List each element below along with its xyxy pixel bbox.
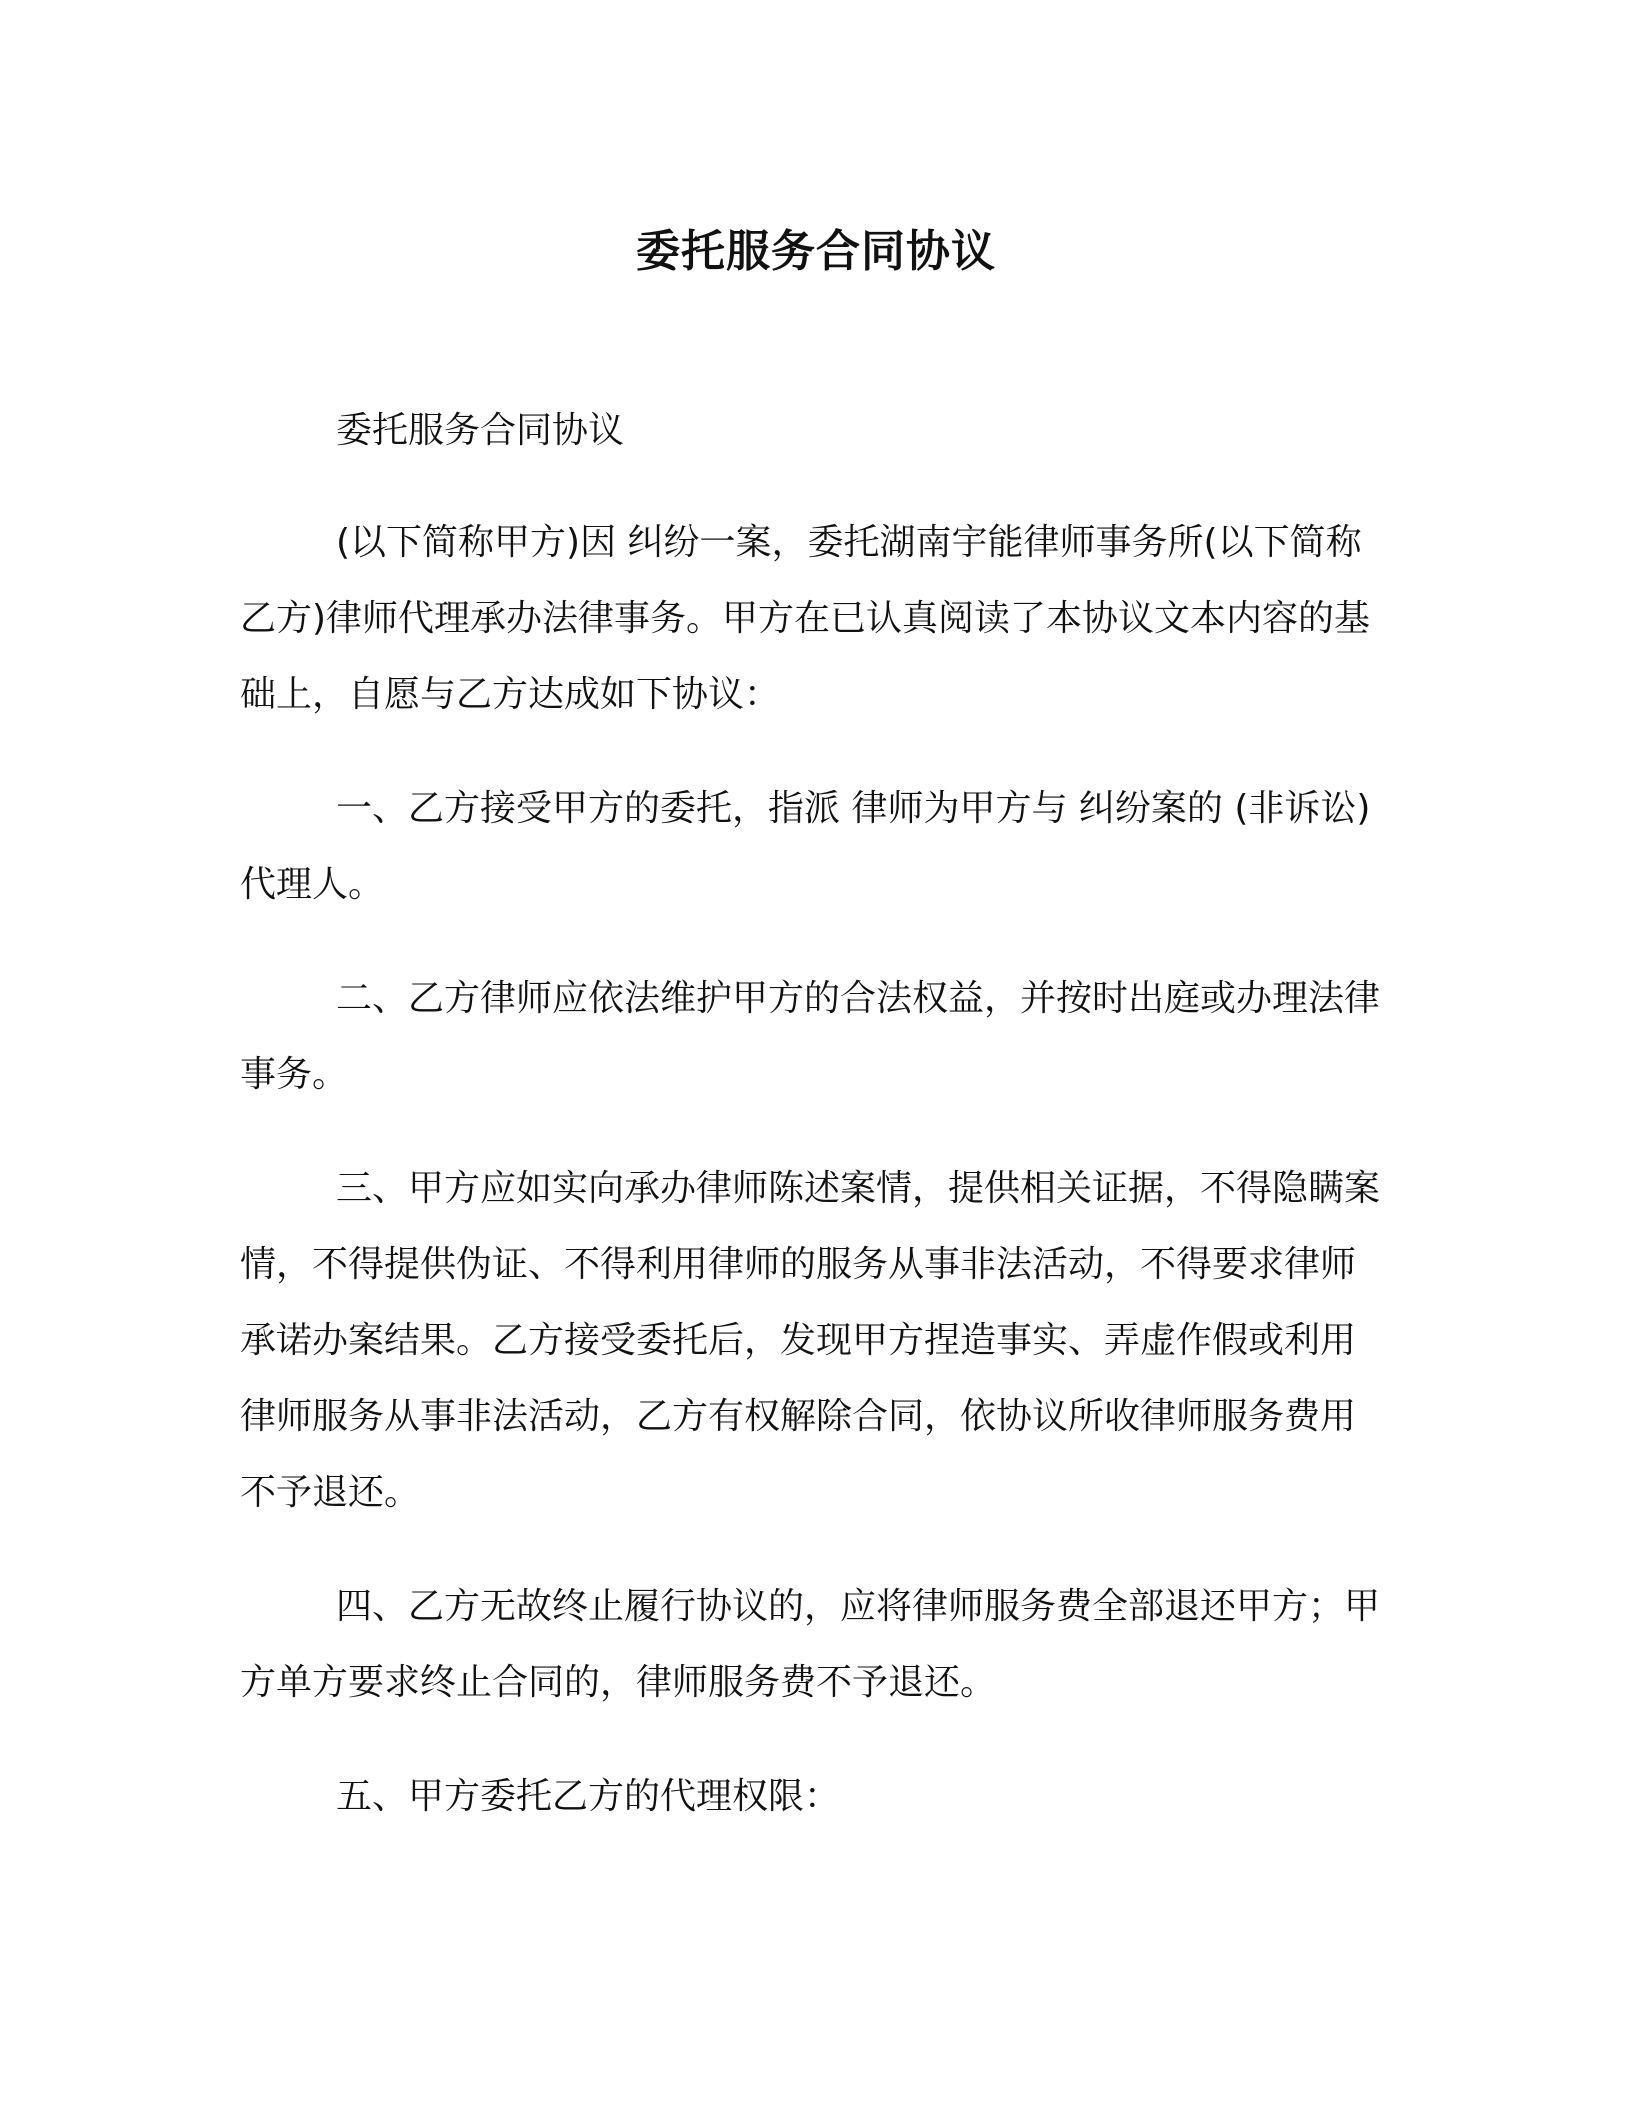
clause-4: 四、乙方无故终止履行协议的，应将律师服务费全部退还甲方；甲方单方要求终止合同的，律师服务费不予退还。	[240, 1586, 1381, 1703]
clause-2: 二、乙方律师应依法维护甲方的合法权益，并按时出庭或办理法律事务。	[240, 978, 1381, 1095]
document-title: 委托服务合同协议	[636, 226, 996, 277]
paragraph-preamble: (以下简称甲方)因 纠纷一案，委托湖南宇能律师事务所(以下简称乙方)律师代理承办法律事务。甲方在已认真阅读了本协议文本内容的基础上，自愿与乙方达成如下协议：	[240, 522, 1371, 715]
document-body	[240, 393, 1390, 1873]
clause-5: 五、甲方委托乙方的代理权限：	[336, 1776, 841, 1817]
clause-3: 三、甲方应如实向承办律师陈述案情，提供相关证据，不得隐瞒案情，不得提供伪证、不得利用律师的服务从事非法活动，不得要求律师承诺办案结果。乙方接受委托后，发现甲方捏造事实、弄虚作假或利用律师服务从事非法活动，乙方有权解除合同，依协议所收律师服务费用不予退还。	[240, 1168, 1381, 1513]
clause-1: 一、乙方接受甲方的委托，指派 律师为甲方与 纠纷案的 (非诉讼)代理人。	[240, 788, 1371, 905]
document-subtitle: 委托服务合同协议	[336, 410, 625, 451]
